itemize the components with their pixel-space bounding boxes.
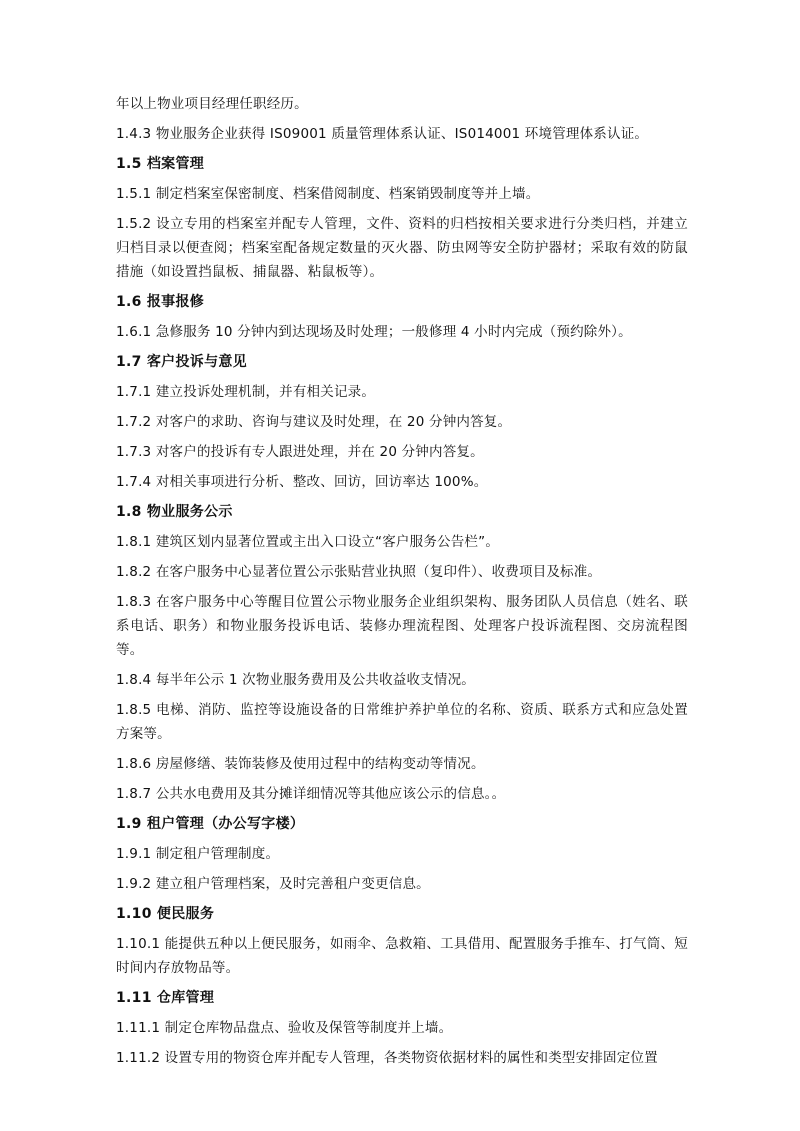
paragraph: 1.9.2 建立租户管理档案，及时完善租户变更信息。 [116,876,430,892]
section-heading: 1.10 便民服务 [116,906,215,922]
paragraph: 1.8.5 电梯、消防、监控等设施设备的日常维护养护单位的名称、资质、联系方式和应急处置方案等。 [116,702,688,742]
document-page [116,92,688,1076]
paragraph: 1.8.3 在客户服务中心等醒目位置公示物业服务企业组织架构、服务团队人员信息（姓名、联系电话、职务）和物业服务投诉电话、装修办理流程图、处理客户投诉流程图、交房流程图等。 [116,594,688,658]
paragraph: 1.5.1 制定档案室保密制度、档案借阅制度、档案销毁制度等并上墙。 [116,186,540,202]
paragraph: 1.7.2 对客户的求助、咨询与建议及时处理，在 20 分钟内答复。 [116,414,512,430]
section-heading: 1.8 物业服务公示 [116,504,233,520]
paragraph: 1.8.7 公共水电费用及其分摊详细情况等其他应该公示的信息。。 [116,786,506,802]
paragraph: 1.11.2 设置专用的物资仓库并配专人管理，各类物资依据材料的属性和类型安排固定位置 [116,1050,658,1066]
paragraph: 1.5.2 设立专用的档案室并配专人管理，文件、资料的归档按相关要求进行分类归档，并建立归档目录以便查阅；档案室配备规定数量的灭火器、防虫网等安全防护器材；采取有效的防鼠措施（如设置挡鼠板、捕鼠器、粘鼠板等）。 [116,216,688,280]
paragraph: 1.11.1 制定仓库物品盘点、验收及保管等制度并上墙。 [116,1020,453,1036]
paragraph: 年以上物业项目经理任职经历。 [116,96,308,112]
paragraph: 1.10.1 能提供五种以上便民服务，如雨伞、急救箱、工具借用、配置服务手推车、打气筒、短时间内存放物品等。 [116,936,688,976]
paragraph: 1.4.3 物业服务企业获得 IS09001 质量管理体系认证、IS014001 环境管理体系认证。 [116,126,649,142]
section-heading: 1.7 客户投诉与意见 [116,354,247,370]
paragraph: 1.8.2 在客户服务中心显著位置公示张贴营业执照（复印件）、收费项目及标准。 [116,564,602,580]
paragraph: 1.9.1 制定租户管理制度。 [116,846,280,862]
section-heading: 1.6 报事报修 [116,294,205,310]
paragraph: 1.6.1 急修服务 10 分钟内到达现场及时处理；一般修理 4 小时内完成（预约除外）。 [116,324,632,340]
section-heading: 1.9 租户管理（办公写字楼） [116,816,305,832]
paragraph: 1.8.4 每半年公示 1 次物业服务费用及公共收益收支情况。 [116,672,476,688]
paragraph: 1.7.3 对客户的投诉有专人跟进处理，并在 20 分钟内答复。 [116,444,484,460]
section-heading: 1.5 档案管理 [116,156,205,172]
paragraph: 1.8.1 建筑区划内显著位置或主出入口设立“客户服务公告栏”。 [116,534,500,550]
paragraph: 1.7.4 对相关事项进行分析、整改、回访，回访率达 100%。 [116,474,488,490]
paragraph: 1.7.1 建立投诉处理机制，并有相关记录。 [116,384,376,400]
section-heading: 1.11 仓库管理 [116,990,215,1006]
paragraph: 1.8.6 房屋修缮、装饰装修及使用过程中的结构变动等情况。 [116,756,485,772]
